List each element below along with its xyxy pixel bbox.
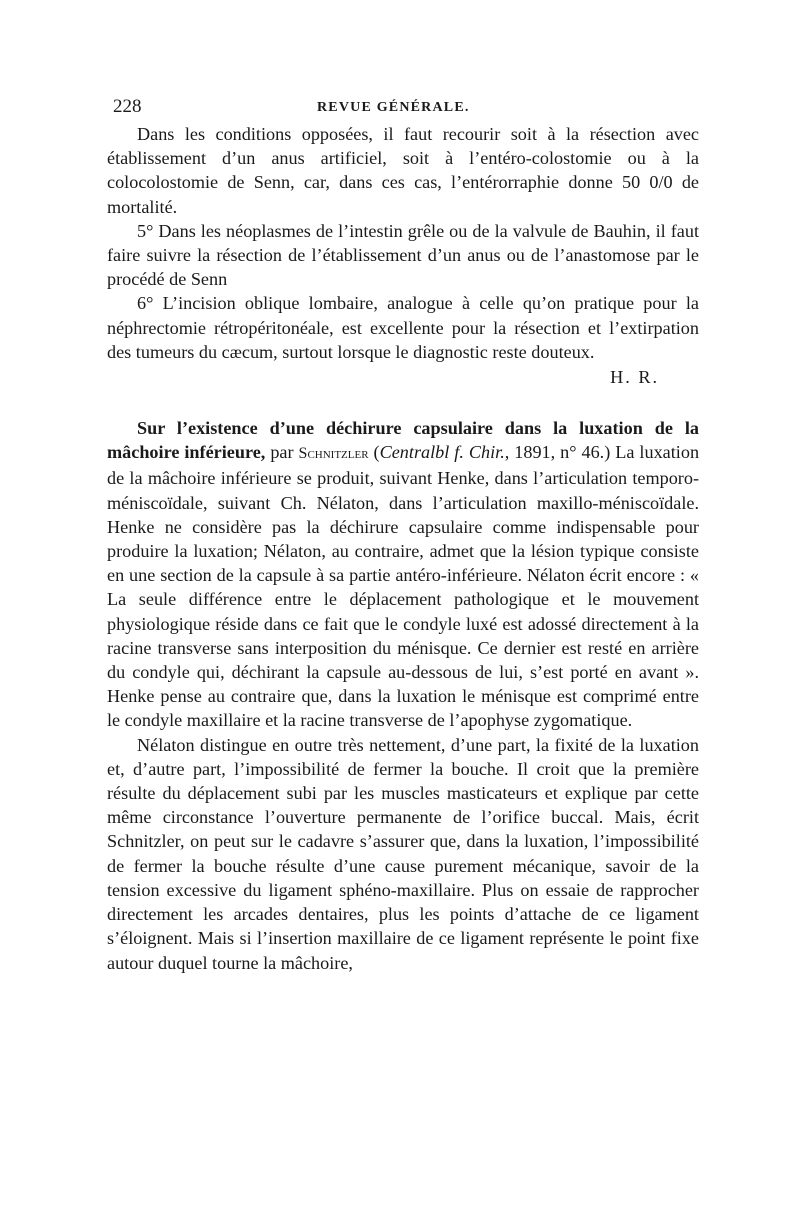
article-heading — [107, 416, 699, 733]
article-body-2: Nélaton distingue en outre très nettement, d’une part, la fixité de la luxation et, d’autre part, l’impossibilité de fermer la bouche. Il croit que la première résulte du déplacement subi par les muscles masticateurs et explique par cette même circonstance l’ouverture permanente de l’orifice buccal. Mais, écrit Schnitzler, on peut sur le cadavre s’assurer que, dans la luxation, l’impossibilité de fermer la bouche résulte d’une cause purement mécanique, savoir de la tension excessive du ligament sphéno-maxillaire. Plus on essaie de rapprocher directement les arcades dentaires, plus les points d’attache de ce ligament s’éloignent. Mais si l’insertion maxillaire de ce ligament représente le point fixe autour duquel tourne la mâchoire, — [107, 734, 699, 973]
page-number: 228 — [113, 96, 142, 117]
citation-rest: , 1891, n° 46.) — [504, 442, 611, 463]
running-head — [107, 96, 699, 122]
paragraph-conditions: Dans les conditions opposées, il faut recourir soit à la résection avec établissement d’un anus artificiel, soit à l’entéro-colostomie ou à la colocolostomie de Senn, car, dans ces cas, l’entérorraphie donne 50 0/0 de mortalité. — [107, 124, 699, 217]
section-gap — [107, 389, 699, 416]
signature: H. R. — [610, 367, 659, 388]
article-author: Schnitzler — [298, 445, 369, 463]
article-by: par — [270, 442, 294, 463]
paragraph-neoplasmes: 5° Dans les néoplasmes de l’intestin grêle ou de la valvule de Bauhin, il faut faire suivre la résection de l’établissement d’un anus ou de l’anastomose par le procédé de Senn — [107, 220, 699, 290]
article-journal: Centralbl f. Chir. — [379, 442, 505, 463]
citation-open: ( — [373, 442, 380, 463]
article-title: Sur l’existence d’une déchirure capsulaire dans la luxation de la mâchoire inférieure, — [107, 418, 699, 463]
document-page — [107, 96, 699, 975]
article-body-1: La luxation de la mâchoire inférieure se produit, suivant Henke, dans l’articulation temporo-méniscoïdale, suivant Ch. Nélaton, dans l’articulation maxillo-méniscoïdale. Henke ne considère pas la déchirure capsulaire comme indispensable pour produire la luxation; Nélaton, au contraire, admet que la lésion typique consiste en une section de la capsule à sa partie antéro-inférieure. Nélaton écrit encore : « La seule différence entre le déplacement pathologique et le mouvement physiologique réside dans ce fait que le condyle luxé est adossé directement à la racine transverse sans interposition du ménisque. Ce dernier est resté en arrière du condyle qui, déchirant la capsule au-dessous de lui, s’est porté en avant ». Henke pense au contraire que, dans la luxation le ménisque est comprimé entre le condyle maxillaire et la racine transverse de l’apophyse zygomatique. — [107, 442, 700, 731]
running-title: REVUE GÉNÉRALE. — [317, 100, 470, 115]
paragraph-incision: 6° L’incision oblique lombaire, analogue à celle qu’on pratique pour la néphrectomie rétropéritonéale, est excellente pour la résection et l’extirpation des tumeurs du cæcum, surtout lorsque le diagnostic reste douteux. — [107, 293, 699, 362]
